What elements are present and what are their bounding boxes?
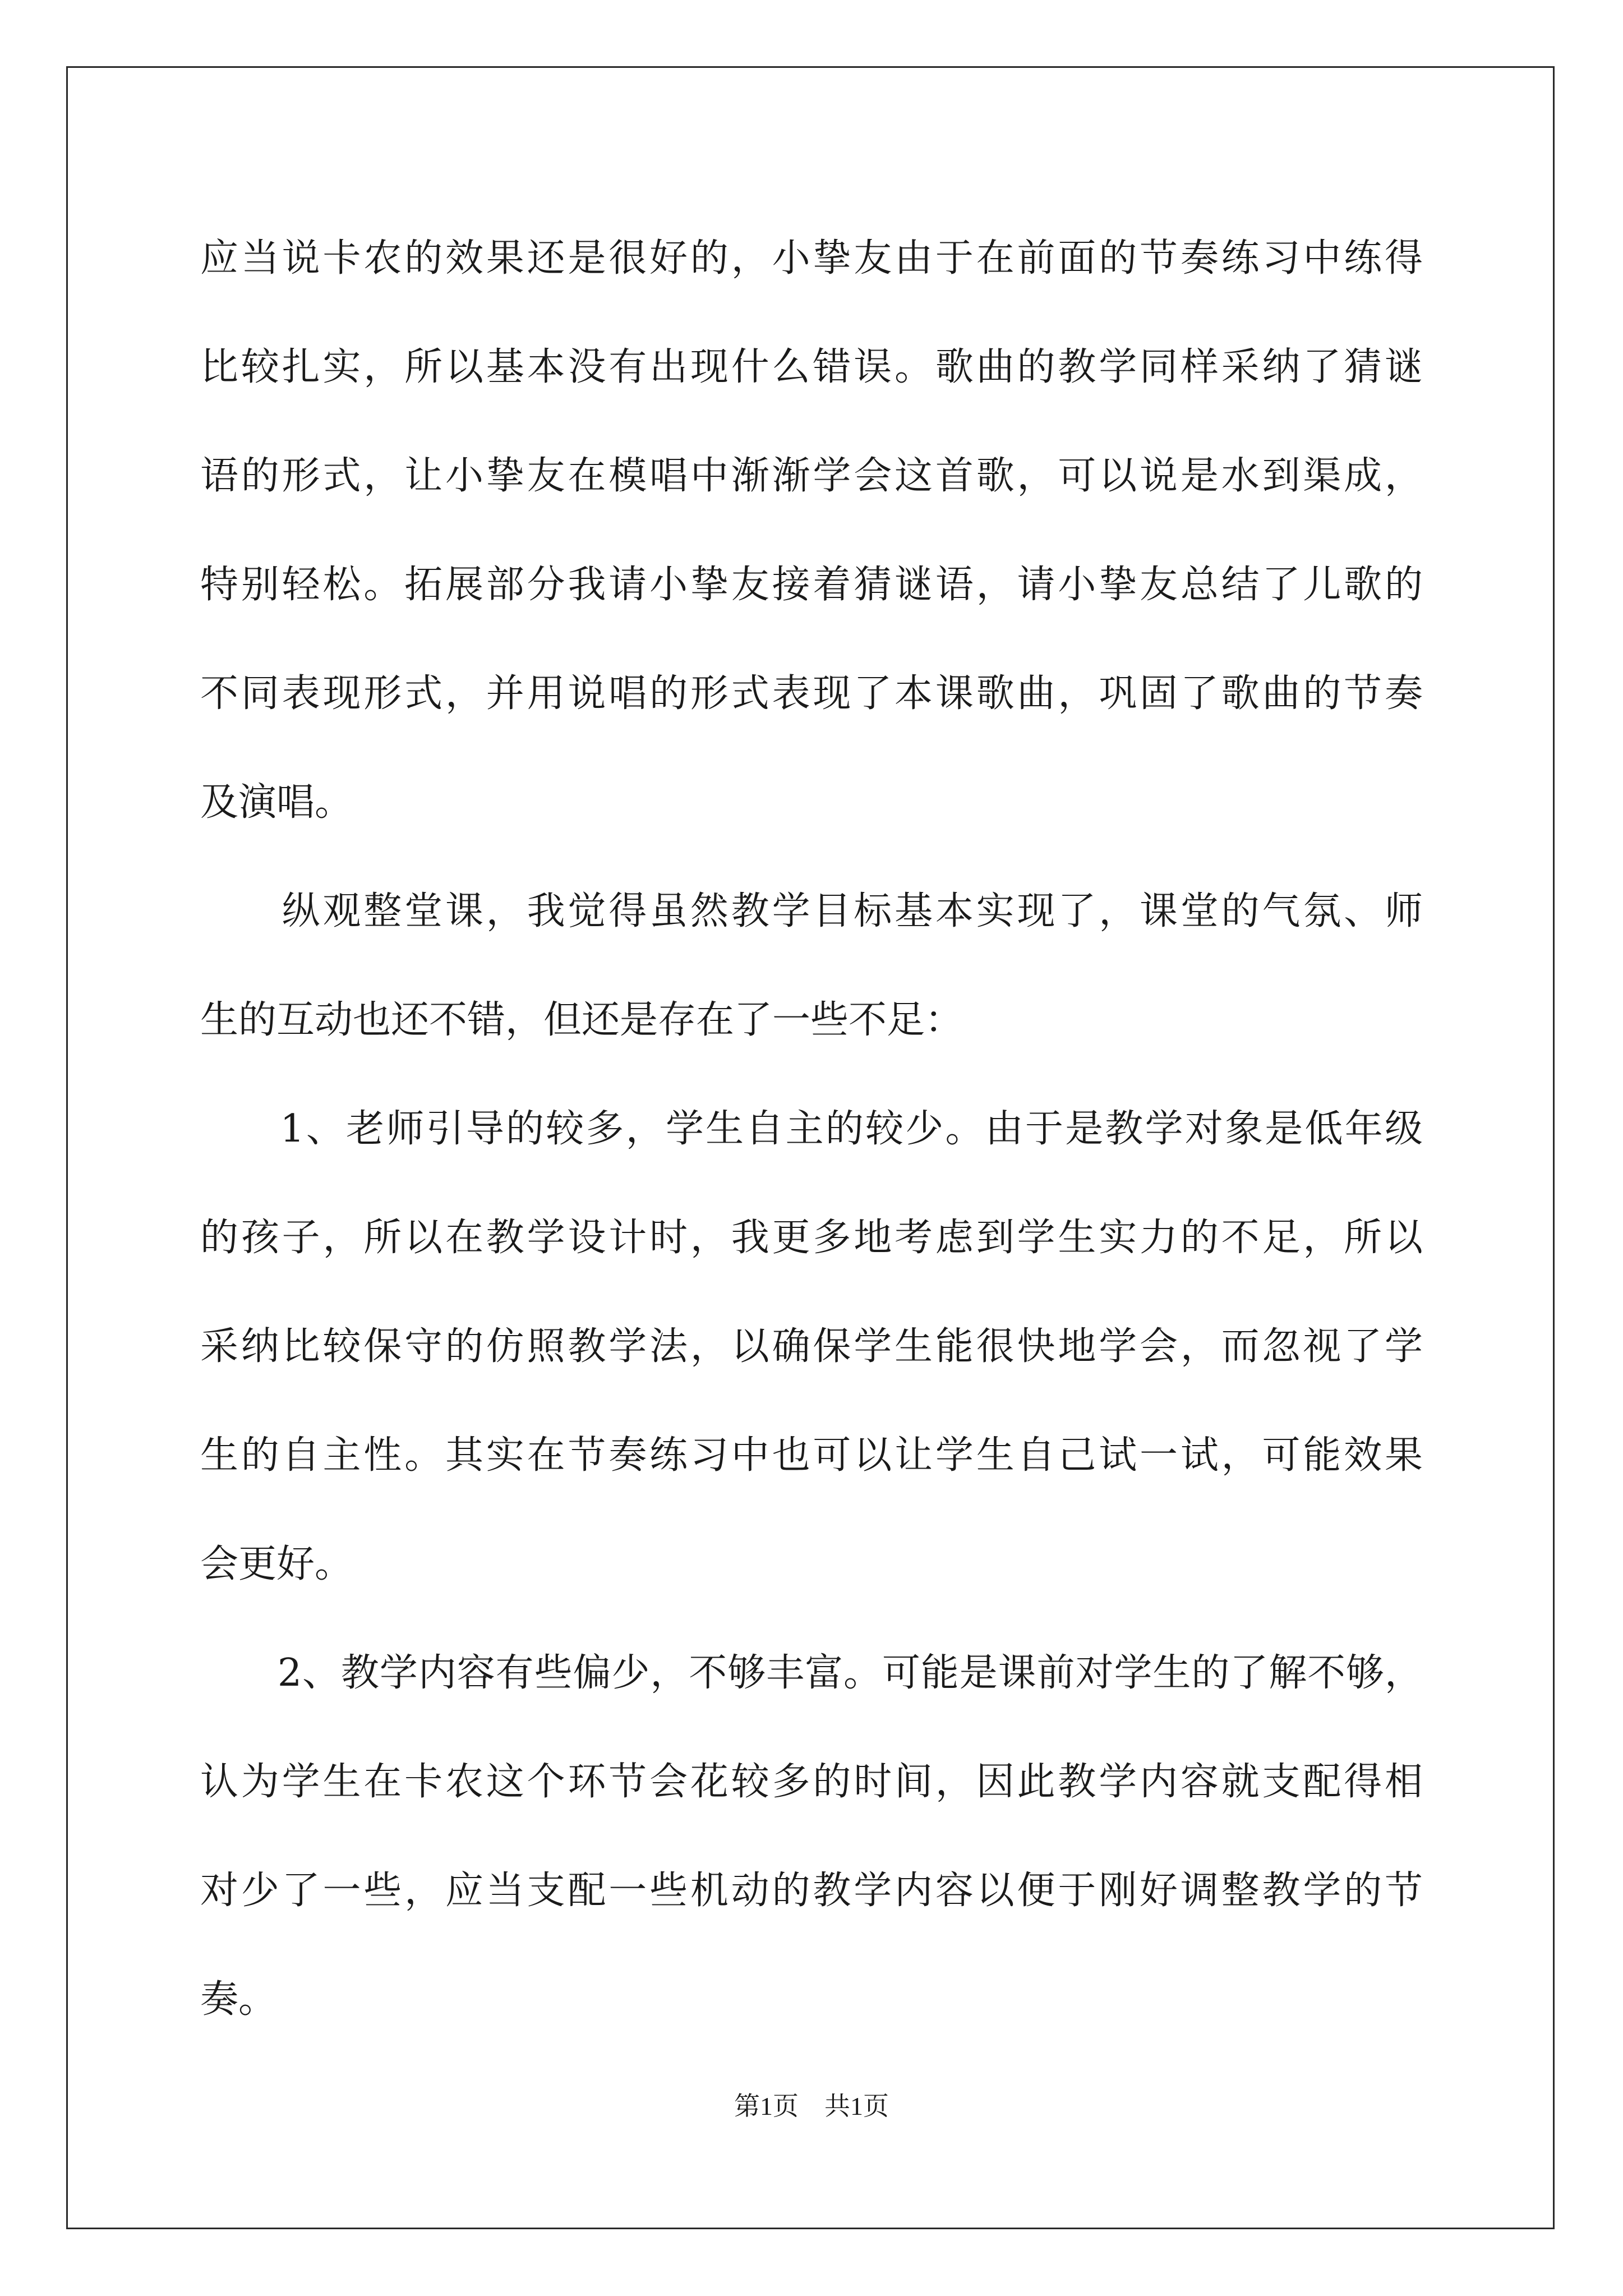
text-line: 1、老师引导的较多，学生自主的较少。由于是教学对象是低年级 <box>200 1107 1423 1151</box>
paragraph-1 <box>200 204 1423 857</box>
text-line: 奏。 <box>200 1977 277 2022</box>
paragraph-3 <box>200 1075 1423 1619</box>
text-line: 应当说卡农的效果还是很好的，小挚友由于在前面的节奏练习中练得 <box>200 236 1423 280</box>
text-line: 特别轻松。拓展部分我请小挚友接着猜谜语，请小挚友总结了儿歌的 <box>200 563 1423 607</box>
text-line: 生的互动也还不错，但还是存在了一些不足： <box>200 998 963 1042</box>
text-line: 比较扎实，所以基本没有出现什么错误。歌曲的教学同样采纳了猜谜 <box>200 345 1423 389</box>
page-number-footer: 第1页 共1页 <box>734 2092 889 2120</box>
text-line: 纵观整堂课，我觉得虽然教学目标基本实现了，课堂的气氛、师 <box>200 889 1423 933</box>
text-line: 2、教学内容有些偏少，不够丰富。可能是课前对学生的了解不够， <box>200 1651 1423 1695</box>
paragraph-2 <box>200 857 1423 1075</box>
text-line: 及演唱。 <box>200 780 353 825</box>
text-line: 采纳比较保守的仿照教学法，以确保学生能很快地学会，而忽视了学 <box>200 1324 1423 1369</box>
text-line: 对少了一些，应当支配一些机动的教学内容以便于刚好调整教学的节 <box>200 1869 1423 1913</box>
document-body <box>200 204 1423 2054</box>
text-line: 不同表现形式，并用说唱的形式表现了本课歌曲，巩固了歌曲的节奏 <box>200 671 1423 716</box>
paragraph-4 <box>200 1619 1423 2054</box>
text-line: 语的形式，让小挚友在模唱中渐渐学会这首歌，可以说是水到渠成， <box>200 454 1423 498</box>
text-line: 会更好。 <box>200 1542 353 1586</box>
text-line: 生的自主性。其实在节奏练习中也可以让学生自己试一试，可能效果 <box>200 1433 1423 1478</box>
text-line: 的孩子，所以在教学设计时，我更多地考虑到学生实力的不足，所以 <box>200 1216 1423 1260</box>
text-line: 认为学生在卡农这个环节会花较多的时间，因此教学内容就支配得相 <box>200 1760 1423 1804</box>
